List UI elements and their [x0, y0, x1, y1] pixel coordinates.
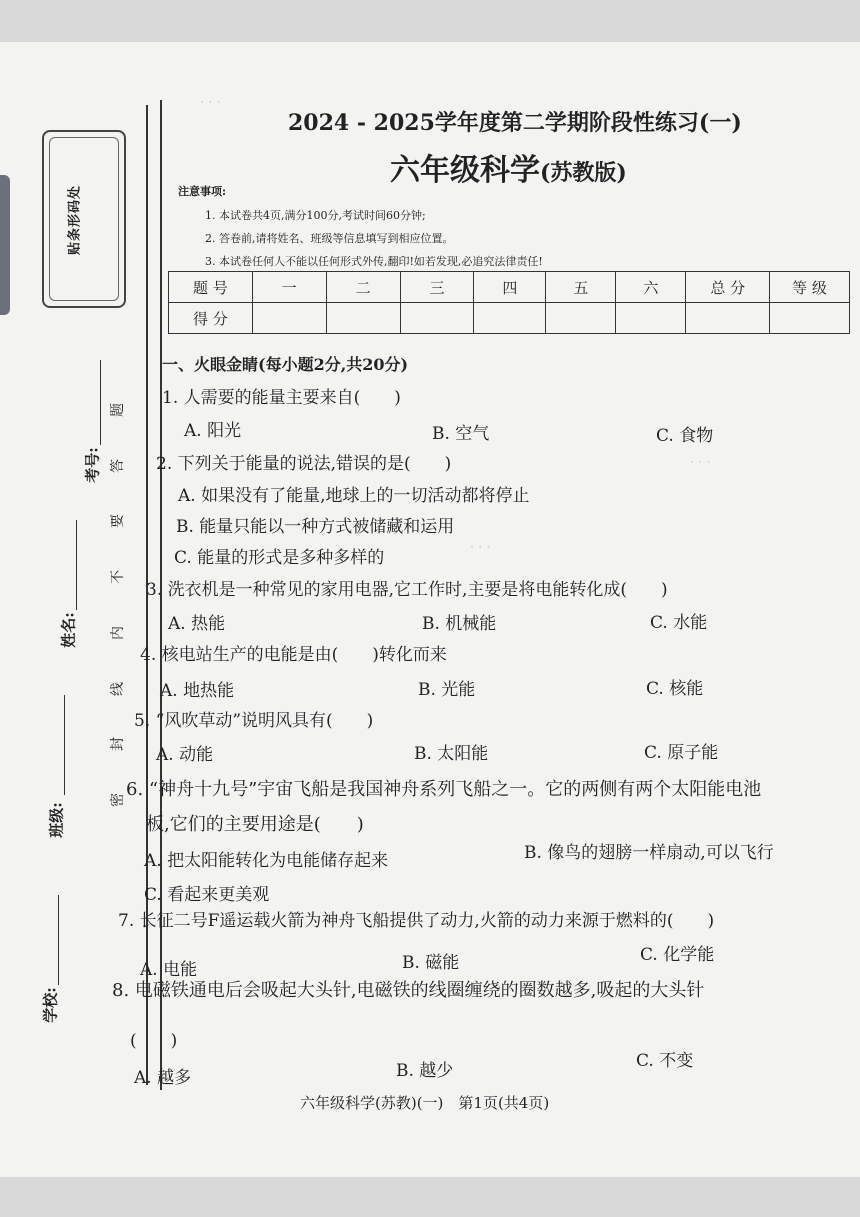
class-label: 班级: — [47, 802, 66, 838]
barcode-box — [42, 130, 126, 308]
question-option[interactable]: C. 不变 — [636, 1051, 694, 1071]
question-option[interactable]: B. 光能 — [418, 680, 476, 700]
question-stem: 3. 洗衣机是一种常见的家用电器,它工作时,主要是将电能转化成( ) — [146, 580, 668, 600]
seal-line-char: 不 — [110, 570, 126, 585]
question-option[interactable]: C. 水能 — [650, 613, 708, 633]
question-option[interactable]: B. 机械能 — [422, 614, 497, 634]
name-blank[interactable] — [76, 520, 77, 610]
table-header-cell: 总 分 — [686, 272, 770, 303]
question-option[interactable]: B. 太阳能 — [414, 744, 489, 764]
table-header-cell: 二 — [326, 272, 400, 303]
seal-line-char: 答 — [110, 458, 126, 473]
table-header-cell: 等 级 — [770, 272, 850, 303]
question-stem-continued: ( ) — [130, 1031, 178, 1051]
score-cell[interactable] — [546, 303, 616, 334]
question-stem-continued: 板,它们的主要用途是( ) — [146, 814, 364, 835]
exam-number-label: 考号: — [83, 447, 102, 483]
notice-item: 2. 答卷前,请将姓名、班级等信息填写到相应位置。 — [205, 232, 454, 245]
question-option[interactable]: A. 动能 — [156, 745, 214, 765]
page-footer: 六年级科学(苏教)(一) 第1页(共4页) — [300, 1094, 550, 1112]
notice-title: 注意事项: — [178, 185, 227, 198]
subtitle-edition: (苏教版) — [540, 160, 627, 186]
question-option[interactable]: A. 越多 — [134, 1068, 192, 1088]
score-table-header-row — [169, 272, 850, 303]
subtitle-main: 六年级科学 — [390, 153, 540, 188]
table-header-cell: 五 — [546, 272, 616, 303]
exam-subtitle — [390, 145, 627, 189]
seal-line-char: 题 — [110, 403, 126, 417]
barcode-label: 贴条形码处 — [67, 184, 83, 256]
bleed-through-text: · · · — [200, 95, 221, 110]
score-cell[interactable] — [686, 303, 770, 334]
seal-line-char: 密 — [110, 793, 126, 807]
question-option[interactable]: A. 把太阳能转化为电能储存起来 — [144, 851, 389, 871]
table-header-cell: 三 — [400, 272, 474, 303]
question-option[interactable]: A. 热能 — [168, 614, 226, 634]
score-cell[interactable] — [252, 303, 326, 334]
seal-line-char: 内 — [110, 625, 126, 640]
table-header-cell: 四 — [474, 272, 546, 303]
question-option[interactable]: C. 能量的形式是多种多样的 — [174, 548, 385, 568]
question-stem: 2. 下列关于能量的说法,错误的是( ) — [156, 454, 452, 474]
score-cell[interactable] — [616, 303, 686, 334]
score-table — [168, 271, 850, 334]
section-title: 一、火眼金睛(每小题2分,共20分) — [162, 355, 409, 374]
question-option[interactable]: C. 原子能 — [644, 743, 719, 763]
question-stem: 8. 电磁铁通电后会吸起大头针,电磁铁的线圈缠绕的圈数越多,吸起的大头针 — [112, 980, 705, 1001]
background-object — [0, 175, 10, 315]
seal-line-char: 线 — [110, 681, 126, 696]
table-header-cell: 题 号 — [169, 272, 253, 303]
table-header-cell: 一 — [252, 272, 326, 303]
notice-item: 3. 本试卷任何人不能以任何形式外传,翻印!如若发现,必追究法律责任! — [205, 255, 543, 268]
class-blank[interactable] — [64, 695, 65, 795]
question-option[interactable]: C. 核能 — [646, 679, 704, 699]
question-option[interactable]: B. 空气 — [432, 424, 490, 444]
school-blank[interactable] — [58, 895, 59, 985]
question-option[interactable]: A. 电能 — [140, 960, 198, 980]
score-cell[interactable] — [770, 303, 850, 334]
score-table-score-row — [169, 303, 850, 334]
question-option[interactable]: C. 化学能 — [640, 945, 715, 965]
question-option[interactable]: A. 地热能 — [160, 681, 235, 701]
exam-number-blank[interactable] — [100, 360, 101, 445]
score-cell[interactable] — [474, 303, 546, 334]
question-option[interactable]: B. 能量只能以一种方式被储藏和运用 — [176, 517, 455, 537]
question-stem: 1. 人需要的能量主要来自( ) — [162, 388, 401, 408]
seal-line-char: 要 — [110, 514, 126, 529]
notice-item: 1. 本试卷共4页,满分100分,考试时间60分钟; — [205, 209, 426, 222]
question-option[interactable]: A. 阳光 — [184, 421, 242, 441]
question-option[interactable]: C. 看起来更美观 — [144, 885, 270, 905]
score-row-label: 得 分 — [169, 303, 253, 334]
score-cell[interactable] — [400, 303, 474, 334]
question-stem: 4. 核电站生产的电能是由( )转化而来 — [140, 645, 447, 665]
exam-title: 2024 - 2025学年度第二学期阶段性练习(一) — [288, 110, 742, 136]
seal-line-char: 封 — [110, 737, 126, 752]
name-label: 姓名: — [59, 612, 78, 648]
score-cell[interactable] — [326, 303, 400, 334]
school-label: 学校: — [41, 987, 60, 1023]
table-header-cell: 六 — [616, 272, 686, 303]
question-stem: 5. “风吹草动”说明风具有( ) — [134, 711, 374, 731]
question-stem: 7. 长征二号F遥运载火箭为神舟飞船提供了动力,火箭的动力来源于燃料的( ) — [118, 911, 715, 931]
bleed-through-text: · · · — [690, 455, 711, 470]
question-option[interactable]: B. 像鸟的翅膀一样扇动,可以飞行 — [524, 843, 774, 863]
question-option[interactable]: B. 越少 — [396, 1061, 454, 1081]
question-stem: 6. “神舟十九号”宇宙飞船是我国神舟系列飞船之一。它的两侧有两个太阳能电池 — [126, 779, 762, 800]
question-option[interactable]: A. 如果没有了能量,地球上的一切活动都将停止 — [178, 486, 530, 506]
bleed-through-text: · · · — [470, 540, 491, 555]
question-option[interactable]: B. 磁能 — [402, 953, 460, 973]
question-option[interactable]: C. 食物 — [656, 426, 714, 446]
